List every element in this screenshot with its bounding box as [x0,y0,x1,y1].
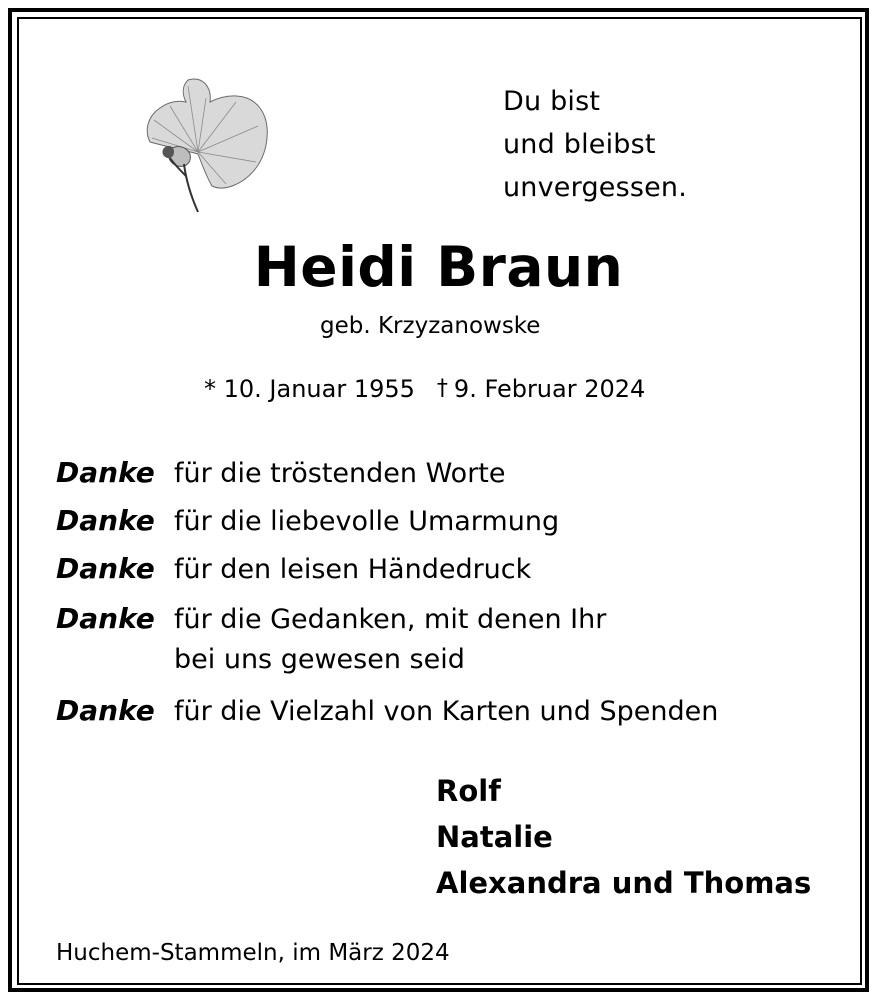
thanks-item [56,456,836,504]
thanks-text: für die liebevolle Umarmung [174,506,560,537]
deceased-name [0,235,877,299]
thanks-text: für den leisen Händedruck [174,554,532,585]
thanks-item [56,694,836,742]
signer-name: Alexandra und Thomas [436,866,812,900]
thanks-word: Danke [56,456,155,489]
thanks-text: für die tröstenden Worte [174,458,506,489]
thanks-item [56,504,836,552]
signer-name: Natalie [436,820,553,854]
motto-line-2: und bleibst [503,129,656,160]
signers [436,768,811,906]
motto [503,80,687,209]
thanks-item [56,602,836,644]
thanks-text: für die Vielzahl von Karten und Spenden [174,696,719,727]
thanks-text: für die Gedanken, mit denen Ihr [174,604,607,635]
poppy-flower-icon [140,72,275,217]
motto-line-3: unvergessen. [503,172,688,203]
thanks-item [56,552,836,602]
birth-date: * 10. Januar 1955 [204,375,415,403]
thanks-text-continued: bei uns gewesen seid [174,644,465,675]
birth-name: geb. Krzyzanowske [320,313,541,339]
signer-name: Rolf [436,774,501,808]
motto-line-1: Du bist [503,86,601,117]
thanks-list [56,456,836,742]
thanks-word: Danke [56,602,155,635]
thanks-word: Danke [56,694,155,727]
death-date: 9. Februar 2024 [453,375,646,403]
deceased-name-text: Heidi Braun [253,235,624,299]
thanks-word: Danke [56,552,155,585]
life-dates [204,375,645,403]
place-and-date: Huchem-Stammeln, im März 2024 [56,940,450,966]
death-cross-icon: † [436,376,448,401]
thanks-word: Danke [56,504,155,537]
